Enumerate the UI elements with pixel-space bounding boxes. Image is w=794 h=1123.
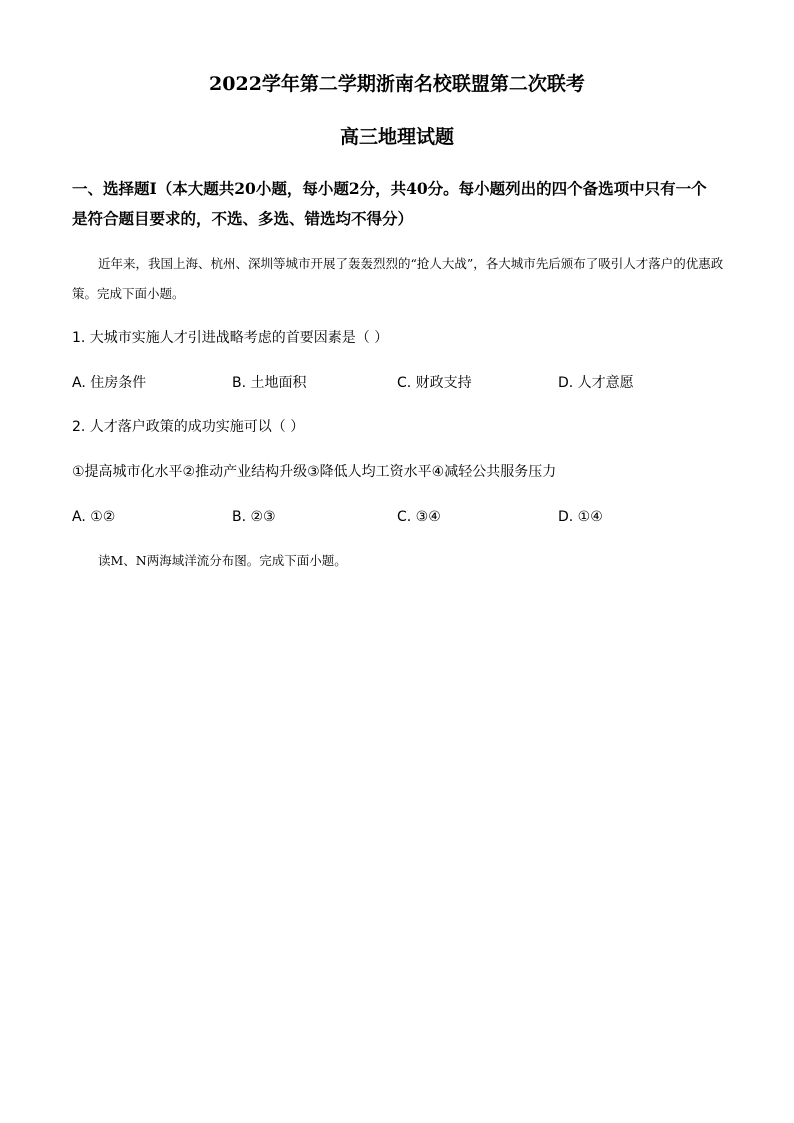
exam-title: 2022学年第二学期浙南名校联盟第二次联考 — [209, 73, 585, 95]
question-2-options — [72, 505, 732, 529]
question-1-option-d[interactable]: D. 人才意愿 — [558, 375, 634, 391]
section-header: 一、选择题Ⅰ（本大题共20小题，每小题2分，共40分。每小题列出的四个备选项中只有一个是符合题目要求的，不选、多选、错选均不得分） — [72, 179, 707, 228]
question-1-option-c[interactable]: C. 财政支持 — [397, 375, 472, 391]
question-1-option-b[interactable]: B. 土地面积 — [232, 375, 307, 391]
question-1-options — [72, 371, 732, 395]
passage-1-text: 近年来，我国上海、杭州、深圳等城市开展了轰轰烈烈的“抢人大战”，各大城市先后颁布了吸引人才落户的优惠政策。完成下面小题。 — [72, 256, 724, 301]
question-2-option-c[interactable]: C. ③④ — [397, 509, 441, 525]
question-2-option-a[interactable]: A. ①② — [72, 509, 116, 525]
question-1-stem: 1. 大城市实施人才引进战略考虑的首要因素是（ ） — [72, 330, 389, 346]
question-1-option-a[interactable]: A. 住房条件 — [72, 375, 147, 391]
exam-subtitle: 高三地理试题 — [339, 126, 454, 148]
question-2-statements: ①提高城市化水平②推动产业结构升级③降低人均工资水平④减轻公共服务压力 — [72, 464, 557, 480]
question-2-option-b[interactable]: B. ②③ — [232, 509, 276, 525]
passage-2 — [72, 546, 732, 576]
passage-1 — [72, 249, 732, 309]
question-2-stem: 2. 人才落户政策的成功实施可以（ ） — [72, 419, 305, 435]
passage-2-text: 读M、N两海域洋流分布图。完成下面小题。 — [98, 553, 347, 568]
question-2-option-d[interactable]: D. ①④ — [558, 509, 603, 525]
